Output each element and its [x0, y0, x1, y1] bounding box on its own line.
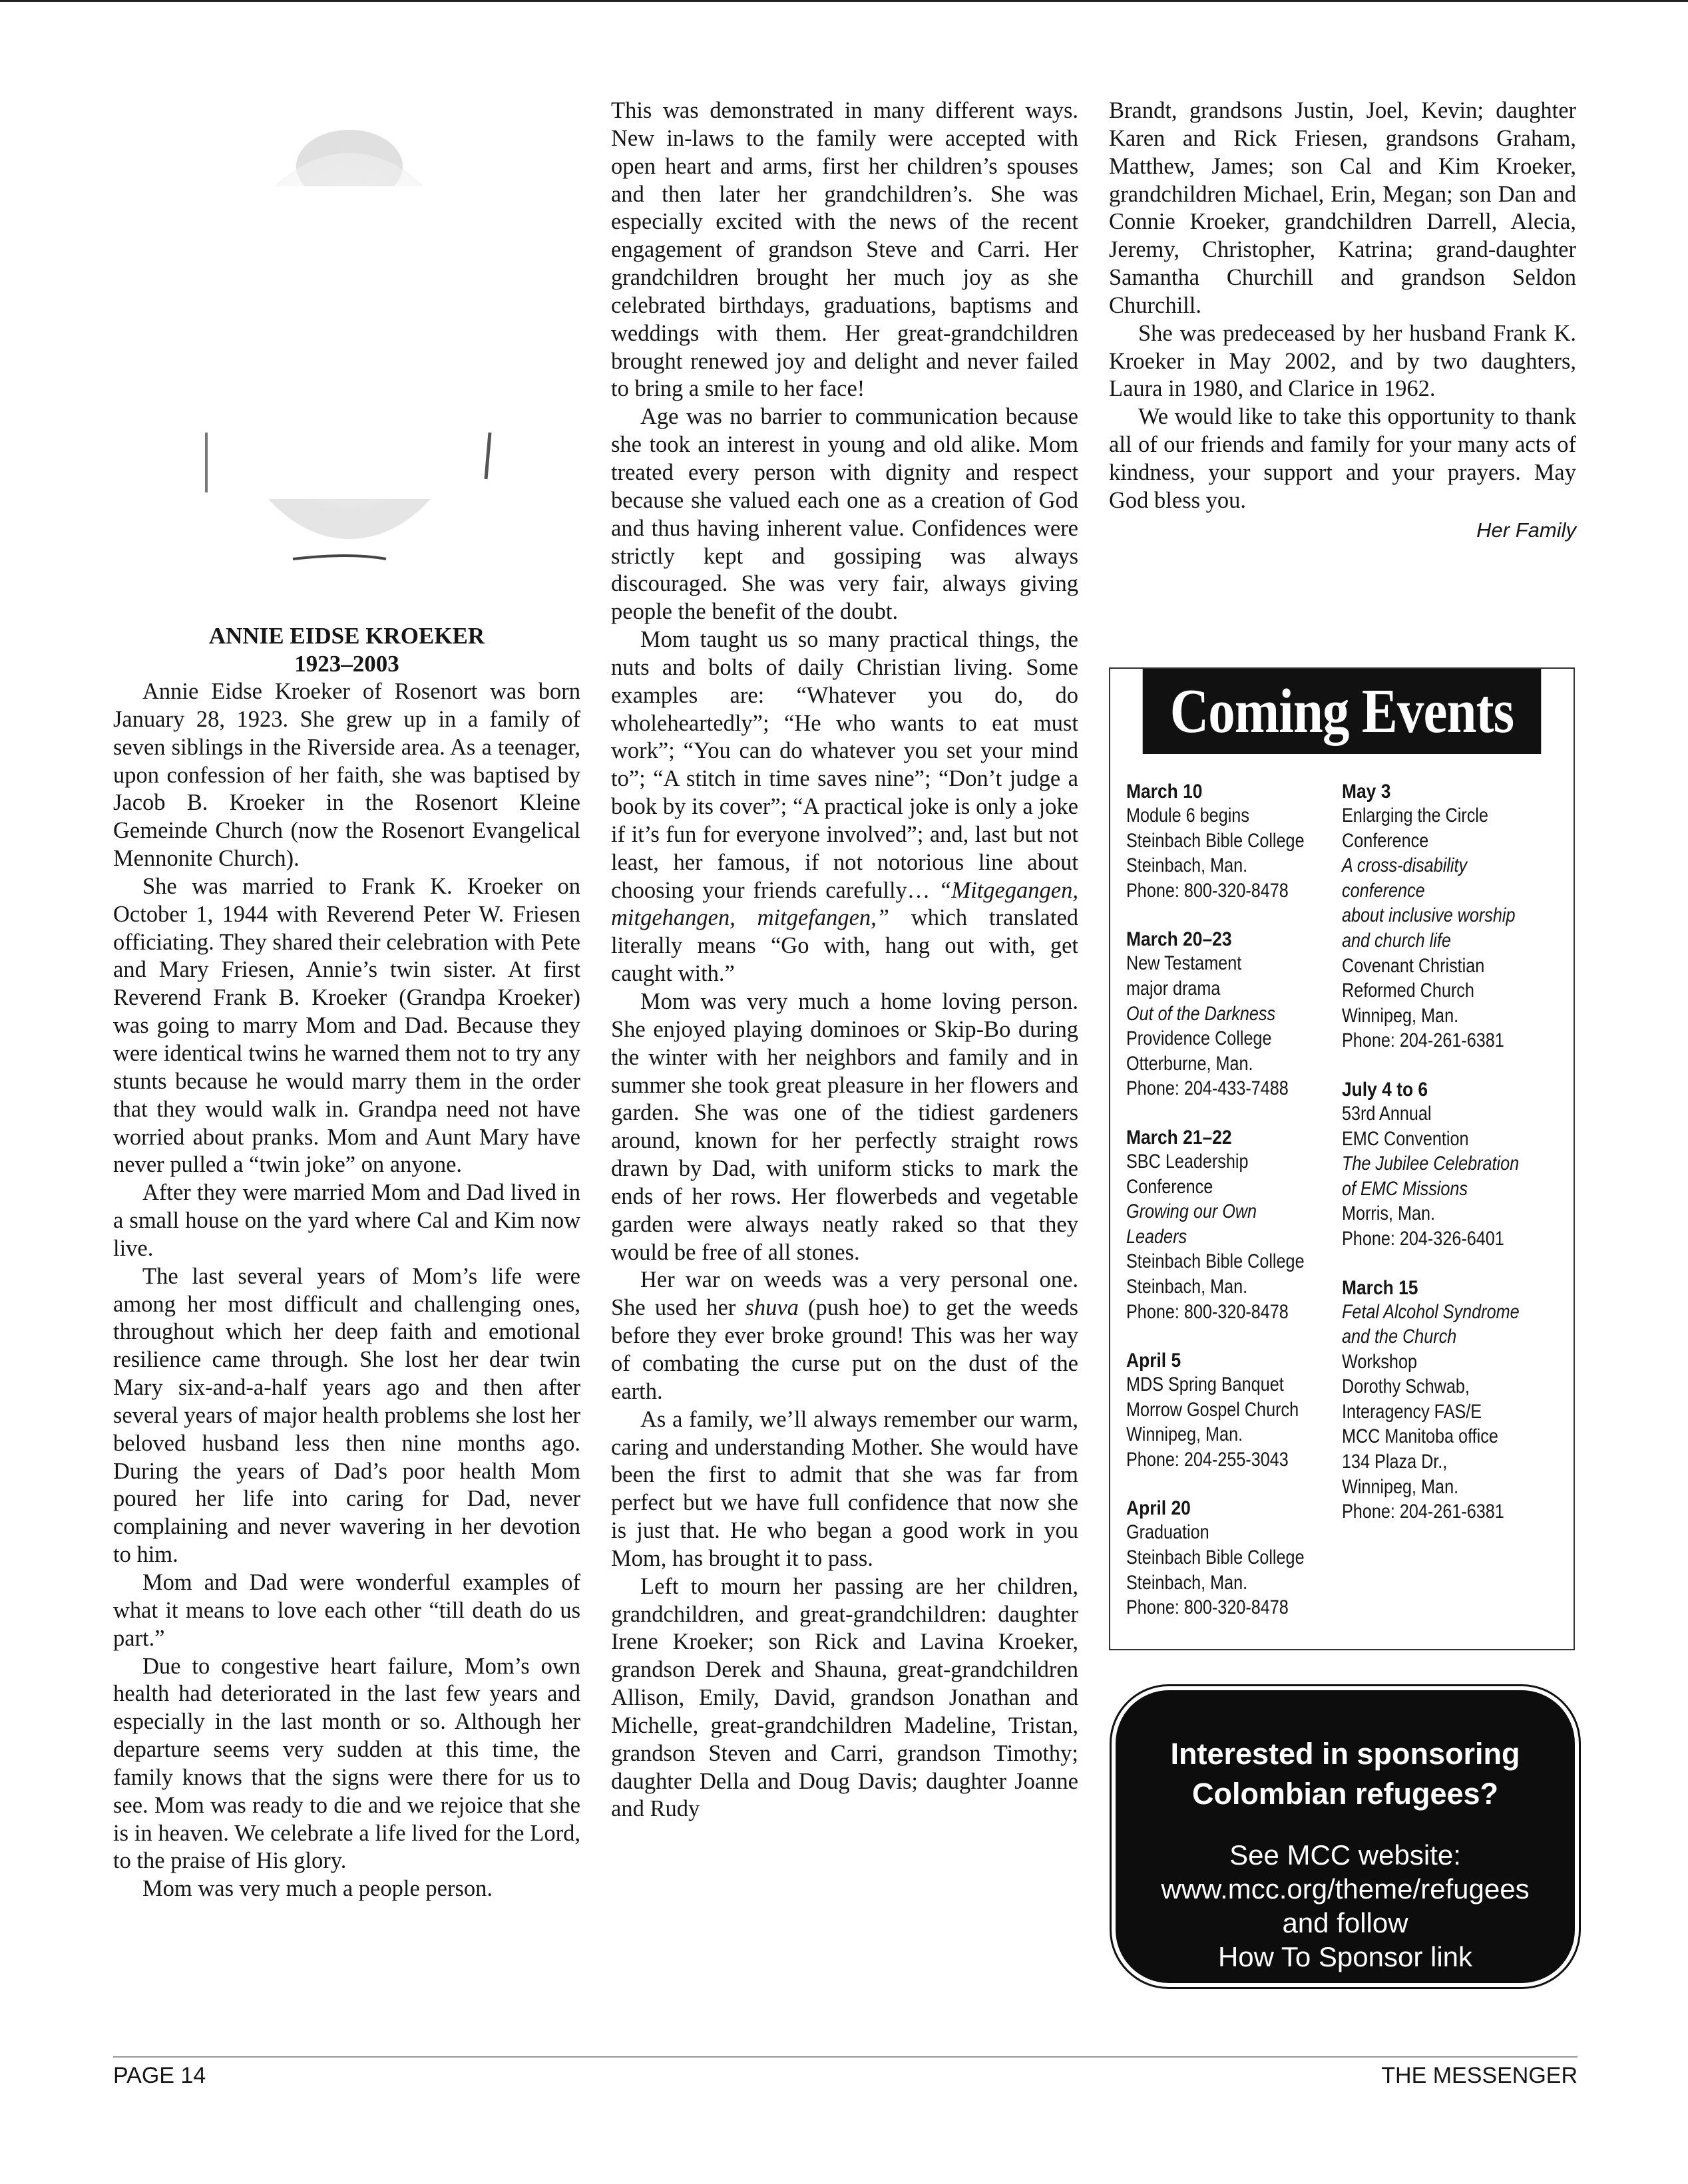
- event-item: [1126, 1127, 1339, 1324]
- ad-headline-line: Interested in sponsoring: [1170, 1737, 1520, 1771]
- event-date: April 5: [1126, 1350, 1181, 1372]
- event-detail: Winnipeg, Man.: [1342, 1475, 1459, 1498]
- event-date: March 21–22: [1126, 1126, 1232, 1149]
- event-date: May 3: [1342, 781, 1391, 803]
- ad-body: [1116, 1838, 1575, 1974]
- event-detail: Phone: 800-320-8478: [1126, 879, 1289, 902]
- event-detail: 53rd Annual: [1342, 1102, 1432, 1125]
- event-detail: Phone: 800-320-8478: [1126, 1596, 1289, 1619]
- events-column-right: [1342, 781, 1568, 1550]
- italic-word: shuva: [745, 1295, 799, 1321]
- footer-rule: [113, 2056, 1578, 2058]
- event-detail: Steinbach Bible College: [1126, 829, 1305, 852]
- event-detail: Growing our Own: [1126, 1200, 1257, 1223]
- paragraph: After they were married Mom and Dad lived in a small house on the yard where Cal and Kim now live.: [113, 1180, 580, 1261]
- event-detail: Winnipeg, Man.: [1126, 1423, 1243, 1446]
- text-span: Mom taught us so many practical things, the nuts and bolts of daily Christian living. Some examples are: “Whatever you do, do wholeheartedly”; “He who wants to eat must work”; “You can do whatever you set your mind to”; “A stitch in time saves nine”; “Don’t judge a book by its cover”; “A practical joke is only a joke if it’s fun for everyone involved”; and, last but not least, her famous, if not notorious line about choosing your friends carefully…: [611, 627, 1078, 903]
- event-detail: Covenant Christian: [1342, 954, 1485, 977]
- paragraph: As a family, we’ll always remember our warm, caring and understanding Mother. She would have been the first to admit that she was far from perfect but we have full confidence that now she is just that. He who began a good work in you Mom, has brought it to pass.: [611, 1406, 1078, 1571]
- event-detail: Providence College: [1126, 1027, 1272, 1050]
- obituary-column-1: [113, 622, 580, 1903]
- event-detail: A cross-disability: [1342, 854, 1468, 877]
- event-detail: major drama: [1126, 977, 1221, 1000]
- event-detail: Enlarging the Circle: [1342, 805, 1488, 826]
- event-date: March 20–23: [1126, 928, 1232, 951]
- event-detail: The Jubilee Celebration: [1342, 1153, 1520, 1175]
- event-detail: Phone: 800-320-8478: [1126, 1300, 1289, 1323]
- text-span: which translated literally means “Go with, hang out with, get caught with.”: [611, 905, 1079, 987]
- paragraph: Annie Eidse Kroeker of Rosenort was born January 28, 1923. She grew up in a family of seven siblings in the Riverside area. As a teenager, upon confession of her faith, she was baptised by Jacob B. Kroeker in the Rosenort Kleine Gemeinde Church (now the Rosenort Evangelical Mennonite Church).: [113, 679, 580, 872]
- paragraph: Mom was very much a people person.: [142, 1876, 493, 1902]
- event-detail: Graduation: [1126, 1521, 1209, 1544]
- german-saying: “Mitgegangen, mitgehangen, mitgefangen,”: [611, 877, 1078, 931]
- event-detail: Conference: [1342, 829, 1429, 852]
- event-detail: Phone: 204-433-7488: [1126, 1077, 1289, 1100]
- paragraph: [611, 626, 1078, 988]
- event-date: April 20: [1126, 1497, 1191, 1520]
- event-detail: Workshop: [1342, 1350, 1417, 1373]
- coming-events-box: [1109, 667, 1575, 1650]
- event-detail: Steinbach Bible College: [1126, 1250, 1305, 1273]
- paragraph: Due to congestive heart failure, Mom’s own health had deteriorated in the last few years and especially in the last month or so. Although her departure seems very sudden at this time, the family knows that the signs were there for us to see. Mom was ready to die and we rejoice that she is in heaven. We celebrate a life lived for the Lord, to the praise of His glory.: [113, 1653, 580, 1874]
- event-detail: Dorothy Schwab,: [1342, 1375, 1470, 1398]
- event-date: July 4 to 6: [1342, 1078, 1428, 1101]
- paragraph: Mom and Dad were wonderful examples of what it means to love each other “till death do us part.”: [113, 1570, 580, 1651]
- paragraph: Brandt, grandsons Justin, Joel, Kevin; daughter Karen and Rick Friesen, grandsons Graham, Matthew, James; son Cal and Kim Kroeker, grandchildren Michael, Erin, Megan; son Dan and Connie Kroeker, grandchildren Darrell, Alecia, Jeremy, Christopher, Katrina; grand-daughter Samantha Churchill and grandson Seldon Churchill.: [1109, 98, 1576, 318]
- mcc-refugee-ad: [1116, 1690, 1575, 1983]
- event-detail: New Testament: [1126, 952, 1242, 975]
- event-detail: Steinbach, Man.: [1126, 854, 1248, 877]
- paragraph: This was demonstrated in many different ways. New in-laws to the family were accepted with open heart and arms, first her children’s spouses and then later her grandchildren’s. She was especially excited with the news of the recent engagement of grandson Steve and Carri. Her grandchildren brought her much joy as she celebrated birthdays, graduations, baptisms and weddings with them. Her great-grandchildren brought renewed joy and delight and never failed to bring a smile to her face!: [611, 98, 1078, 402]
- obituary-years: 1923–2003: [294, 651, 399, 677]
- publication-name: THE MESSENGER: [1381, 2063, 1578, 2088]
- event-detail: Otterburne, Man.: [1126, 1052, 1253, 1075]
- event-detail: Out of the Darkness: [1126, 1002, 1276, 1025]
- portrait-photo: [193, 120, 506, 586]
- event-detail: and church life: [1342, 929, 1451, 952]
- event-detail: about inclusive worship: [1342, 904, 1516, 927]
- ad-body-line: How To Sponsor link: [1217, 1941, 1473, 1972]
- event-detail: Steinbach, Man.: [1126, 1275, 1248, 1298]
- obituary-column-2: [611, 97, 1078, 1823]
- event-detail: Phone: 204-326-6401: [1342, 1227, 1504, 1250]
- event-detail: Morris, Man.: [1342, 1202, 1436, 1225]
- event-detail: Fetal Alcohol Syndrome: [1342, 1300, 1520, 1323]
- event-date: March 10: [1126, 781, 1203, 803]
- ad-url: www.mcc.org/theme/refugees: [1161, 1873, 1530, 1905]
- paragraph: Left to mourn her passing are her children, grandchildren, and great-grandchildren: daughter Irene Kroeker; son Rick and Lavina Kroeker, grandson Derek and Shauna, great-grandchildren Allison, Emily, David, grandson Jonathan and Michelle, great-grandchildren Madeline, Tristan, grandson Steven and Carri, grandson Timothy; daughter Della and Doug Davis; daughter Joanne and Rudy: [611, 1573, 1078, 1822]
- events-column-left: [1126, 781, 1339, 1646]
- event-detail: conference: [1342, 879, 1425, 902]
- paragraph: She was married to Frank K. Kroeker on October 1, 1944 with Reverend Peter W. Friesen officiating. They shared their celebration with Pete and Mary Friesen, Annie’s twin sister. At first Reverend Frank B. Kroeker (Grandpa Kroeker) was going to marry Mom and Dad. Because they were identical twins he warned them not to try any stunts because he would marry them in the order that they would walk in. Grandpa need not have worried about pranks. Mom and Aunt Mary have never pulled a “twin joke” on anyone.: [113, 873, 580, 1178]
- event-item: [1126, 1350, 1339, 1472]
- obituary-column-3: [1109, 97, 1576, 544]
- text-span: Her war on weeds was a very personal one. She used her: [611, 1267, 1078, 1321]
- event-item: [1342, 781, 1568, 1053]
- event-detail: Leaders: [1126, 1225, 1187, 1248]
- text-span: (push hoe) to get the weeds before they ever broke ground! This was her way of combating the curse put on the dust of the earth.: [611, 1295, 1078, 1404]
- event-detail: MDS Spring Banquet: [1126, 1373, 1284, 1396]
- event-detail: of EMC Missions: [1342, 1177, 1468, 1200]
- event-detail: Conference: [1126, 1175, 1213, 1198]
- event-item: [1126, 1497, 1339, 1620]
- event-detail: Steinbach Bible College: [1126, 1547, 1305, 1569]
- event-detail: Steinbach, Man.: [1126, 1571, 1248, 1594]
- paragraph: Mom was very much a home loving person. She enjoyed playing dominoes or Skip-Bo during the winter with her neighbors and family and in summer she took great pleasure in her flowers and garden. She was one of the tidiest gardeners around, known for her perfectly straight rows drawn by Dad, with uniform sticks to mark the ends of her rows. Her flowerbeds and vegetable garden were always neatly raked so that they would be free of all stones.: [611, 989, 1078, 1265]
- event-item: [1342, 1277, 1568, 1525]
- paragraph: The last several years of Mom’s life were among her most difficult and challenging ones, throughout which her deep faith and emotional resilience came through. She lost her dear twin Mary six-and-a-half years ago and then after several years of major health problems she lost her beloved husband less then nine months ago. During the years of Dad’s poor health Mom poured her life into caring for Dad, never complaining and never wavering in her devotion to him.: [113, 1263, 580, 1568]
- top-border: [0, 0, 1688, 2]
- event-detail: Winnipeg, Man.: [1342, 1004, 1459, 1027]
- event-detail: Reformed Church: [1342, 980, 1474, 1002]
- event-detail: SBC Leadership: [1126, 1150, 1249, 1173]
- event-date: March 15: [1342, 1276, 1418, 1299]
- ad-body-line: See MCC website:: [1229, 1839, 1461, 1871]
- event-detail: Interagency FAS/E: [1342, 1400, 1482, 1423]
- ad-headline: [1116, 1734, 1575, 1814]
- event-detail: Module 6 begins: [1126, 805, 1249, 826]
- event-detail: Phone: 204-261-6381: [1342, 1501, 1504, 1523]
- paragraph: [611, 1266, 1078, 1405]
- event-detail: MCC Manitoba office: [1342, 1425, 1498, 1448]
- obituary-name: ANNIE EIDSE KROEKER: [208, 623, 485, 649]
- event-item: [1126, 781, 1339, 903]
- event-detail: EMC Convention: [1342, 1127, 1469, 1150]
- event-detail: Morrow Gospel Church: [1126, 1398, 1299, 1421]
- event-item: [1342, 1079, 1568, 1252]
- event-detail: Phone: 204-255-3043: [1126, 1448, 1289, 1471]
- event-detail: and the Church: [1342, 1326, 1457, 1348]
- ad-body-line: and follow: [1282, 1907, 1408, 1938]
- coming-events-title: Coming Events: [1143, 669, 1542, 754]
- ad-headline-line: Colombian refugees?: [1191, 1777, 1499, 1811]
- event-detail: Phone: 204-261-6381: [1342, 1029, 1504, 1052]
- paragraph: We would like to take this opportunity to thank all of our friends and family for your many acts of kindness, your support and your prayers. May God bless you.: [1109, 404, 1576, 513]
- paragraph: She was predeceased by her husband Frank K. Kroeker in May 2002, and by two daughters, Laura in 1980, and Clarice in 1962.: [1109, 320, 1576, 402]
- event-detail: 134 Plaza Dr.,: [1342, 1451, 1448, 1473]
- page-number: PAGE 14: [113, 2063, 206, 2088]
- signature: Her Family: [1476, 518, 1576, 542]
- event-item: [1126, 928, 1339, 1101]
- paragraph: Age was no barrier to communication because she took an interest in young and old alike. Mom treated every person with dignity and respect because she valued each one as a creation of God and thus having inherent value. Confidences were strictly kept and gossiping was always discouraged. She was very fair, always giving people the benefit of the doubt.: [611, 404, 1078, 625]
